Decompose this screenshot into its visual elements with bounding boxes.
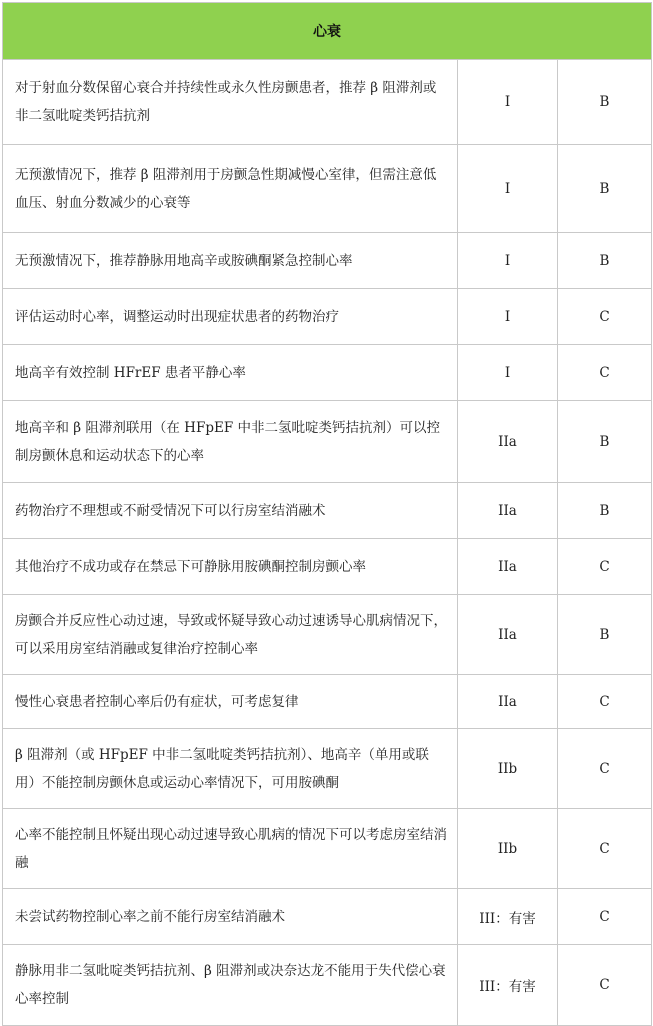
- evidence-level: C: [558, 675, 652, 729]
- table-row: [3, 145, 652, 233]
- recommendation-text: 无预激情况下，推荐 β 阻滞剂用于房颤急性期减慢心室律，但需注意低血压、射血分数减少的心衰等: [3, 145, 458, 233]
- recommendation-class: I: [458, 233, 558, 289]
- evidence-level: C: [558, 809, 652, 889]
- recommendation-text: 地高辛有效控制 HFrEF 患者平静心率: [3, 345, 458, 401]
- table-row: [3, 233, 652, 289]
- table-row: [3, 675, 652, 729]
- table-row: [3, 483, 652, 539]
- recommendation-text: 房颤合并反应性心动过速，导致或怀疑导致心动过速诱导心肌病情况下，可以采用房室结消融或复律治疗控制心率: [3, 595, 458, 675]
- recommendation-class: I: [458, 145, 558, 233]
- evidence-level: B: [558, 233, 652, 289]
- table-row: [3, 539, 652, 595]
- evidence-level: B: [558, 483, 652, 539]
- evidence-level: C: [558, 539, 652, 595]
- recommendation-text: 静脉用非二氢吡啶类钙拮抗剂、β 阻滞剂或决奈达龙不能用于失代偿心衰心率控制: [3, 945, 458, 1026]
- evidence-level: B: [558, 595, 652, 675]
- recommendation-text: 未尝试药物控制心率之前不能行房室结消融术: [3, 889, 458, 945]
- table-row: [3, 595, 652, 675]
- recommendation-class: IIa: [458, 539, 558, 595]
- table-row: [3, 60, 652, 145]
- table-row: [3, 345, 652, 401]
- evidence-level: C: [558, 729, 652, 809]
- recommendation-class: IIa: [458, 675, 558, 729]
- recommendation-text: 地高辛和 β 阻滞剂联用（在 HFpEF 中非二氢吡啶类钙拮抗剂）可以控制房颤休息和运动状态下的心率: [3, 401, 458, 483]
- table-row: [3, 809, 652, 889]
- table-row: [3, 889, 652, 945]
- recommendation-class: IIa: [458, 483, 558, 539]
- recommendation-text: β 阻滞剂（或 HFpEF 中非二氢吡啶类钙拮抗剂）、地高辛（单用或联用）不能控制房颤休息或运动心率情况下，可用胺碘酮: [3, 729, 458, 809]
- recommendation-class: IIb: [458, 729, 558, 809]
- table-row: [3, 945, 652, 1026]
- recommendation-text: 药物治疗不理想或不耐受情况下可以行房室结消融术: [3, 483, 458, 539]
- evidence-level: C: [558, 345, 652, 401]
- table-body: [3, 60, 652, 1026]
- recommendation-class: I: [458, 289, 558, 345]
- table-row: [3, 729, 652, 809]
- table-row: [3, 289, 652, 345]
- table-title: 心衰: [3, 3, 652, 60]
- evidence-level: C: [558, 289, 652, 345]
- recommendation-class: III：有害: [458, 889, 558, 945]
- recommendation-table: [2, 2, 652, 1026]
- recommendation-text: 慢性心衰患者控制心率后仍有症状，可考虑复律: [3, 675, 458, 729]
- recommendation-text: 心率不能控制且怀疑出现心动过速导致心肌病的情况下可以考虑房室结消融: [3, 809, 458, 889]
- evidence-level: C: [558, 945, 652, 1026]
- evidence-level: B: [558, 145, 652, 233]
- evidence-level: B: [558, 60, 652, 145]
- table-row: [3, 401, 652, 483]
- recommendation-class: I: [458, 345, 558, 401]
- evidence-level: C: [558, 889, 652, 945]
- recommendation-text: 无预激情况下，推荐静脉用地高辛或胺碘酮紧急控制心率: [3, 233, 458, 289]
- recommendation-class: IIa: [458, 595, 558, 675]
- recommendation-class: IIa: [458, 401, 558, 483]
- recommendation-class: III：有害: [458, 945, 558, 1026]
- recommendation-class: I: [458, 60, 558, 145]
- recommendation-text: 其他治疗不成功或存在禁忌下可静脉用胺碘酮控制房颤心率: [3, 539, 458, 595]
- recommendation-class: IIb: [458, 809, 558, 889]
- recommendation-text: 评估运动时心率，调整运动时出现症状患者的药物治疗: [3, 289, 458, 345]
- evidence-level: B: [558, 401, 652, 483]
- recommendation-text: 对于射血分数保留心衰合并持续性或永久性房颤患者，推荐 β 阻滞剂或非二氢吡啶类钙拮抗剂: [3, 60, 458, 145]
